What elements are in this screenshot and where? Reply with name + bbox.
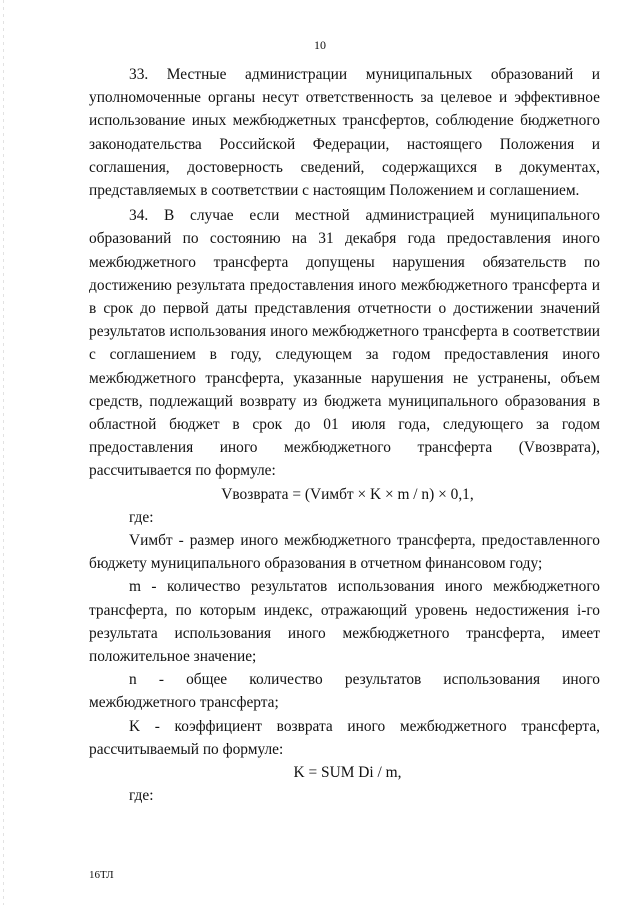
scan-edge-artifact — [3, 0, 4, 905]
formula-return-volume: Vвозврата = (Vимбт × K × m / n) × 0,1, — [221, 485, 474, 503]
definition-k: K - коэффициент возврата иного межбюджетного трансферта, рассчитываемый по формуле: — [89, 717, 600, 758]
where-label: где: — [129, 508, 154, 526]
document-body — [89, 63, 600, 808]
page-number: 10 — [314, 38, 326, 52]
document-code: 16ТЛ — [89, 869, 114, 881]
definition-v-imbt: Vимбт - размер иного межбюджетного трансферта, предоставленного бюджету муниципального образования в отчетном финансовом году; — [89, 532, 600, 573]
formula-coefficient-k: K = SUM Di / m, — [293, 764, 402, 782]
definition-m: m - количество результатов использования иного межбюджетного трансферта, по которым индекс, отражающий уровень недостижения i-го результата использования иного межбюджетного трансферта, имеет положительное значение; — [89, 578, 600, 666]
paragraph-34: 34. В случае если местной администрацией муниципального образований по состоянию на 31 декабря года предоставления иного межбюджетного трансферта допущены нарушения обязательств по достижению результата предоставления иного межбюджетного трансферта и в срок до первой даты представления отчетности о достижении значений результатов использования иного межбюджетного трансферта в соответствии с соглашением в году, следующем за годом предоставления иного межбюджетного трансферта, указанные нарушения не устранены, объем средств, подлежащий возврату из бюджета муниципального образования в областной бюджет в срок до 01 июля года, следующего за годом предоставления иного межбюджетного трансферта (Vвозврата), рассчитывается по формуле: — [89, 207, 600, 480]
definition-n: n - общее количество результатов использования иного межбюджетного трансферта; — [89, 671, 600, 712]
paragraph-33: 33. Местные администрации муниципальных образований и уполномоченные органы несут ответственность за целевое и эффективное использование иных межбюджетных трансфертов, соблюдение бюджетного законодательства Российской Федерации, настоящего Положения и соглашения, достоверность сведений, содержащихся в документах, представляемых в соответствии с настоящим Положением и соглашением. — [89, 66, 600, 200]
where-label-2: где: — [129, 787, 154, 805]
